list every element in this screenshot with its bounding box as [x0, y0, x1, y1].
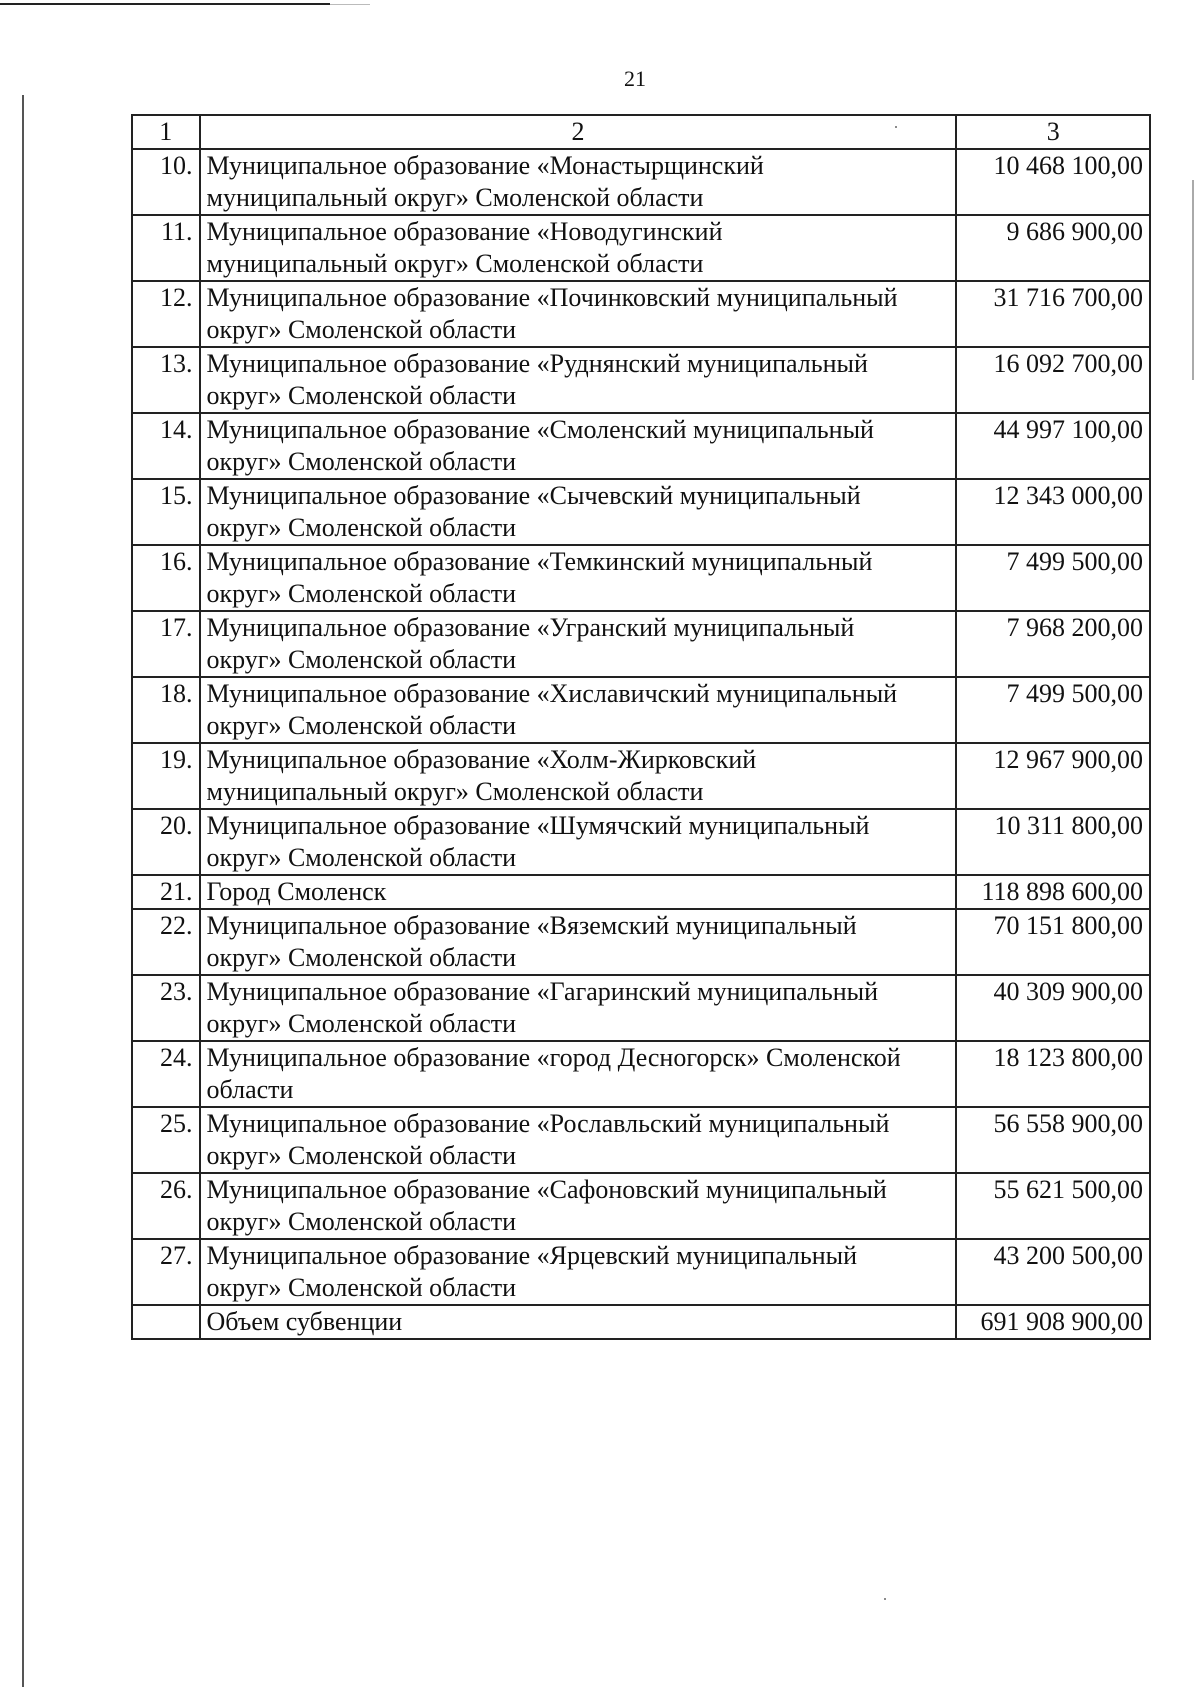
scan-artifact-left-edge [22, 95, 24, 1687]
municipality-name-line: Муниципальное образование «город Десногорск» Смоленской [206, 1043, 901, 1072]
column-header-name: 2 [200, 115, 957, 149]
table-row [132, 281, 1150, 347]
municipality-name [200, 909, 957, 975]
municipality-name-line: Муниципальное образование «Смоленский муниципальный [206, 415, 874, 444]
municipality-name-line: Муниципальное образование «Монастырщинский [206, 151, 764, 180]
table-row [132, 347, 1150, 413]
municipality-name [200, 875, 957, 909]
total-row [132, 1305, 1150, 1339]
table-header-row [132, 115, 1150, 149]
municipality-name [200, 149, 957, 215]
municipality-name [200, 677, 957, 743]
municipality-name [200, 1173, 957, 1239]
table-row [132, 875, 1150, 909]
municipality-name-line: округ» Смоленской области [206, 645, 517, 674]
subvention-amount: 7 499 500,00 [956, 677, 1150, 743]
municipality-name-line: округ» Смоленской области [206, 447, 517, 476]
municipality-name-line: муниципальный округ» Смоленской области [206, 249, 704, 278]
table-row [132, 1173, 1150, 1239]
column-header-amount: 3 [956, 115, 1150, 149]
subvention-amount: 12 343 000,00 [956, 479, 1150, 545]
municipality-name-line: Муниципальное образование «Ярцевский муниципальный [206, 1241, 857, 1270]
row-number: 22. [132, 909, 200, 975]
subvention-amount: 56 558 900,00 [956, 1107, 1150, 1173]
row-number: 18. [132, 677, 200, 743]
subvention-amount: 44 997 100,00 [956, 413, 1150, 479]
municipality-name-line: округ» Смоленской области [206, 843, 517, 872]
municipality-name [200, 611, 957, 677]
scan-artifact-top-line [0, 3, 330, 5]
row-number: 23. [132, 975, 200, 1041]
municipality-name-line: Муниципальное образование «Сычевский муниципальный [206, 481, 861, 510]
municipality-name-line: Муниципальное образование «Новодугинский [206, 217, 723, 246]
municipality-name [200, 545, 957, 611]
row-number: 19. [132, 743, 200, 809]
municipality-name-line: округ» Смоленской области [206, 1207, 517, 1236]
municipality-name-line: округ» Смоленской области [206, 579, 517, 608]
subvention-amount: 118 898 600,00 [956, 875, 1150, 909]
table-row [132, 743, 1150, 809]
total-label: Объем субвенции [200, 1305, 957, 1339]
municipality-name [200, 347, 957, 413]
row-number: 27. [132, 1239, 200, 1305]
total-row-number [132, 1305, 200, 1339]
row-number: 24. [132, 1041, 200, 1107]
municipality-name [200, 215, 957, 281]
municipality-name [200, 281, 957, 347]
municipality-name-line: Муниципальное образование «Рославльский муниципальный [206, 1109, 890, 1138]
row-number: 12. [132, 281, 200, 347]
municipality-name-line: Муниципальное образование «Руднянский муниципальный [206, 349, 868, 378]
table-row [132, 413, 1150, 479]
table-row [132, 611, 1150, 677]
municipality-name-line: Муниципальное образование «Хиславичский муниципальный [206, 679, 898, 708]
table-row [132, 809, 1150, 875]
table-row [132, 1239, 1150, 1305]
municipality-name-line: Город Смоленск [206, 877, 387, 906]
table-row [132, 1107, 1150, 1173]
row-number: 16. [132, 545, 200, 611]
municipality-name [200, 479, 957, 545]
subvention-amount: 12 967 900,00 [956, 743, 1150, 809]
municipality-name [200, 413, 957, 479]
table-row [132, 479, 1150, 545]
subvention-amount: 40 309 900,00 [956, 975, 1150, 1041]
column-header-number: 1 [132, 115, 200, 149]
municipality-name-line: Муниципальное образование «Холм-Жирковский [206, 745, 757, 774]
subvention-amount: 9 686 900,00 [956, 215, 1150, 281]
municipality-name-line: округ» Смоленской области [206, 1273, 517, 1302]
row-number: 26. [132, 1173, 200, 1239]
municipality-name-line: муниципальный округ» Смоленской области [206, 777, 704, 806]
municipality-name-line: Муниципальное образование «Шумячский муниципальный [206, 811, 870, 840]
municipality-name-line: Муниципальное образование «Гагаринский муниципальный [206, 977, 879, 1006]
row-number: 20. [132, 809, 200, 875]
scan-artifact-top-line-faint [330, 4, 370, 5]
municipality-name-line: Муниципальное образование «Темкинский муниципальный [206, 547, 873, 576]
municipality-name-line: округ» Смоленской области [206, 315, 517, 344]
municipality-name-line: Муниципальное образование «Угранский муниципальный [206, 613, 855, 642]
municipality-name-line: округ» Смоленской области [206, 1009, 517, 1038]
subvention-amount: 16 092 700,00 [956, 347, 1150, 413]
municipality-name-line: Муниципальное образование «Починковский муниципальный [206, 283, 898, 312]
scan-speck [884, 1598, 886, 1600]
subvention-table [131, 114, 1151, 1340]
subvention-amount: 7 499 500,00 [956, 545, 1150, 611]
municipality-name-line: Муниципальное образование «Сафоновский муниципальный [206, 1175, 887, 1204]
municipality-name-line: Муниципальное образование «Вяземский муниципальный [206, 911, 857, 940]
table-row [132, 1041, 1150, 1107]
municipality-name-line: округ» Смоленской области [206, 513, 517, 542]
row-number: 13. [132, 347, 200, 413]
row-number: 10. [132, 149, 200, 215]
page-number: 21 [624, 66, 646, 91]
row-number: 21. [132, 875, 200, 909]
municipality-name-line: округ» Смоленской области [206, 943, 517, 972]
table-row [132, 909, 1150, 975]
municipality-name-line: области [206, 1075, 294, 1104]
subvention-amount: 18 123 800,00 [956, 1041, 1150, 1107]
municipality-name [200, 1107, 957, 1173]
row-number: 17. [132, 611, 200, 677]
municipality-name [200, 1239, 957, 1305]
municipality-name [200, 743, 957, 809]
municipality-name-line: округ» Смоленской области [206, 711, 517, 740]
subvention-amount: 55 621 500,00 [956, 1173, 1150, 1239]
total-amount: 691 908 900,00 [956, 1305, 1150, 1339]
table-row [132, 215, 1150, 281]
row-number: 14. [132, 413, 200, 479]
subvention-amount: 31 716 700,00 [956, 281, 1150, 347]
municipality-name-line: округ» Смоленской области [206, 1141, 517, 1170]
municipality-name-line: округ» Смоленской области [206, 381, 517, 410]
municipality-name [200, 809, 957, 875]
subvention-amount: 70 151 800,00 [956, 909, 1150, 975]
row-number: 11. [132, 215, 200, 281]
municipality-name-line: муниципальный округ» Смоленской области [206, 183, 704, 212]
row-number: 25. [132, 1107, 200, 1173]
table-row [132, 545, 1150, 611]
table-row [132, 975, 1150, 1041]
subvention-amount: 10 311 800,00 [956, 809, 1150, 875]
table-row [132, 677, 1150, 743]
scan-artifact-right-edge [1192, 180, 1194, 380]
subvention-amount: 7 968 200,00 [956, 611, 1150, 677]
municipality-name [200, 975, 957, 1041]
municipality-name [200, 1041, 957, 1107]
row-number: 15. [132, 479, 200, 545]
subvention-amount: 43 200 500,00 [956, 1239, 1150, 1305]
table-row [132, 149, 1150, 215]
subvention-amount: 10 468 100,00 [956, 149, 1150, 215]
